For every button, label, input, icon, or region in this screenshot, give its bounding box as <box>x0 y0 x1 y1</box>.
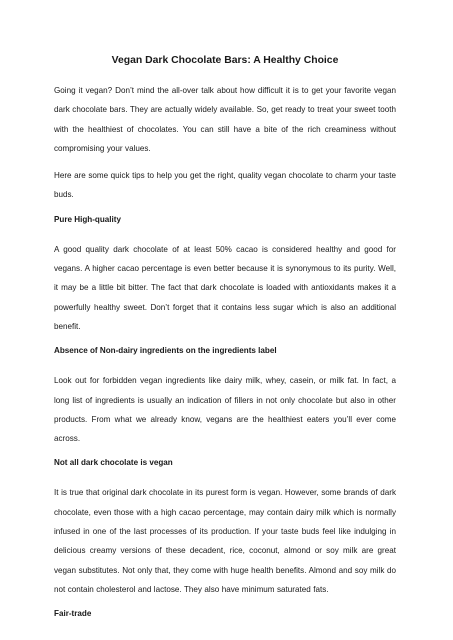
document-title: Vegan Dark Chocolate Bars: A Healthy Choice <box>111 55 339 66</box>
intro-paragraph: Going it vegan? Don’t mind the all-over talk about how difficult it is to get your favorite vegan dark chocolate bars. They are actually widely available. So, get ready to treat your sweet tooth with the healthiest of chocolates. You can still have a bite of the rich creaminess without compromising your values. <box>54 86 396 153</box>
tips-intro-paragraph: Here are some quick tips to help you get the right, quality vegan chocolate to charm your taste buds. <box>54 171 396 200</box>
document-content <box>54 54 396 634</box>
section-heading-fair-trade: Fair-trade <box>54 609 92 619</box>
section-body-not-all-vegan: It is true that original dark chocolate in its purest form is vegan. However, some brands of dark chocolate, even those with a high cacao percentage, may contain dairy milk which is normally infused in one of the last processes of its production. If your taste buds feel like indulging in delicious creamy versions of these decadent, rice, coconut, almond or soy milk are great vegan substitutes. Not only that, they come with huge health benefits. Almond and soy milk do not contain cholesterol and lactose. They also have minimum saturated fats. <box>54 488 396 594</box>
section-heading-pure-high-quality: Pure High-quality <box>54 214 122 224</box>
section-heading-non-dairy-ingredients: Absence of Non-dairy ingredients on the ingredients label <box>54 346 277 356</box>
section-body-non-dairy-ingredients: Look out for forbidden vegan ingredients like dairy milk, whey, casein, or milk fat. In fact, a long list of ingredients is usually an indication of fillers in not only chocolate but also in other products. From what we already know, vegans are the healthiest eaters you’ll ever come across. <box>54 376 396 444</box>
section-body-pure-high-quality: A good quality dark chocolate of at least 50% cacao is considered healthy and good for vegans. A higher cacao percentage is even better because it is synonymous to its purity. Well, it may be a little bit bitter. The fact that dark chocolate is loaded with antioxidants makes it a powerfully healthy sweet. Don’t forget that it contains less sugar which is also an additional benefit. <box>54 244 396 331</box>
section-heading-not-all-vegan: Not all dark chocolate is vegan <box>54 458 173 468</box>
